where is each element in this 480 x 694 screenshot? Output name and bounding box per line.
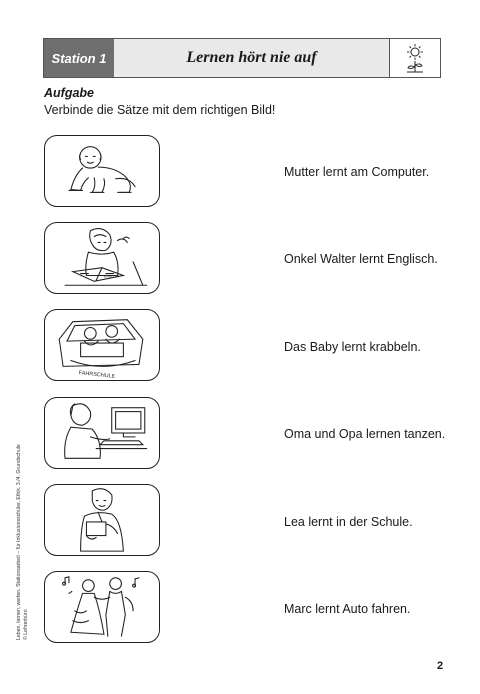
picture-crawling-baby[interactable]: [44, 135, 160, 207]
picture-driving-school[interactable]: [44, 309, 160, 381]
page-number: 2: [437, 660, 444, 672]
sun-flower-icon: [390, 39, 440, 77]
picture-computer-mother[interactable]: [44, 397, 160, 469]
task-heading: Aufgabe: [44, 86, 94, 100]
reading-woman-illustration: [45, 223, 159, 293]
sentence-5: Lea lernt in der Schule.: [284, 515, 413, 529]
sentence-3: Das Baby lernt krabbeln.: [284, 340, 421, 354]
station-label: Station 1: [44, 39, 114, 77]
english-book-label: ENGLISH: [103, 274, 120, 279]
crawling-baby-illustration: [45, 136, 159, 206]
sentence-4: Oma und Opa lernen tanzen.: [284, 427, 446, 441]
computer-mother-illustration: [45, 398, 159, 468]
sentence-2: Onkel Walter lernt Englisch.: [284, 252, 438, 266]
picture-dancing-couple[interactable]: [44, 571, 160, 643]
driving-school-illustration: [45, 310, 159, 380]
school-girl-illustration: [45, 485, 159, 555]
station-header: [43, 38, 441, 78]
copyright-line: © Lehrerbüro: [23, 609, 29, 640]
copyright-side-note: [16, 380, 30, 640]
sentence-1: Mutter lernt am Computer.: [284, 165, 430, 179]
picture-school-girl[interactable]: [44, 484, 160, 556]
sentence-6: Marc lernt Auto fahren.: [284, 602, 411, 616]
source-line: Leben, lernen, werten, Stationsarbeit – für Inklusionsschüler, Ethik, 3./4. Grundschule: [16, 444, 22, 640]
page-title: Lernen hört nie auf: [114, 39, 390, 77]
task-instruction: Verbinde die Sätze mit dem richtigen Bild!: [44, 103, 276, 117]
dancing-couple-illustration: [45, 572, 159, 642]
driving-school-sign: FAHRSCHULE: [78, 370, 116, 380]
picture-reading-woman[interactable]: [44, 222, 160, 294]
